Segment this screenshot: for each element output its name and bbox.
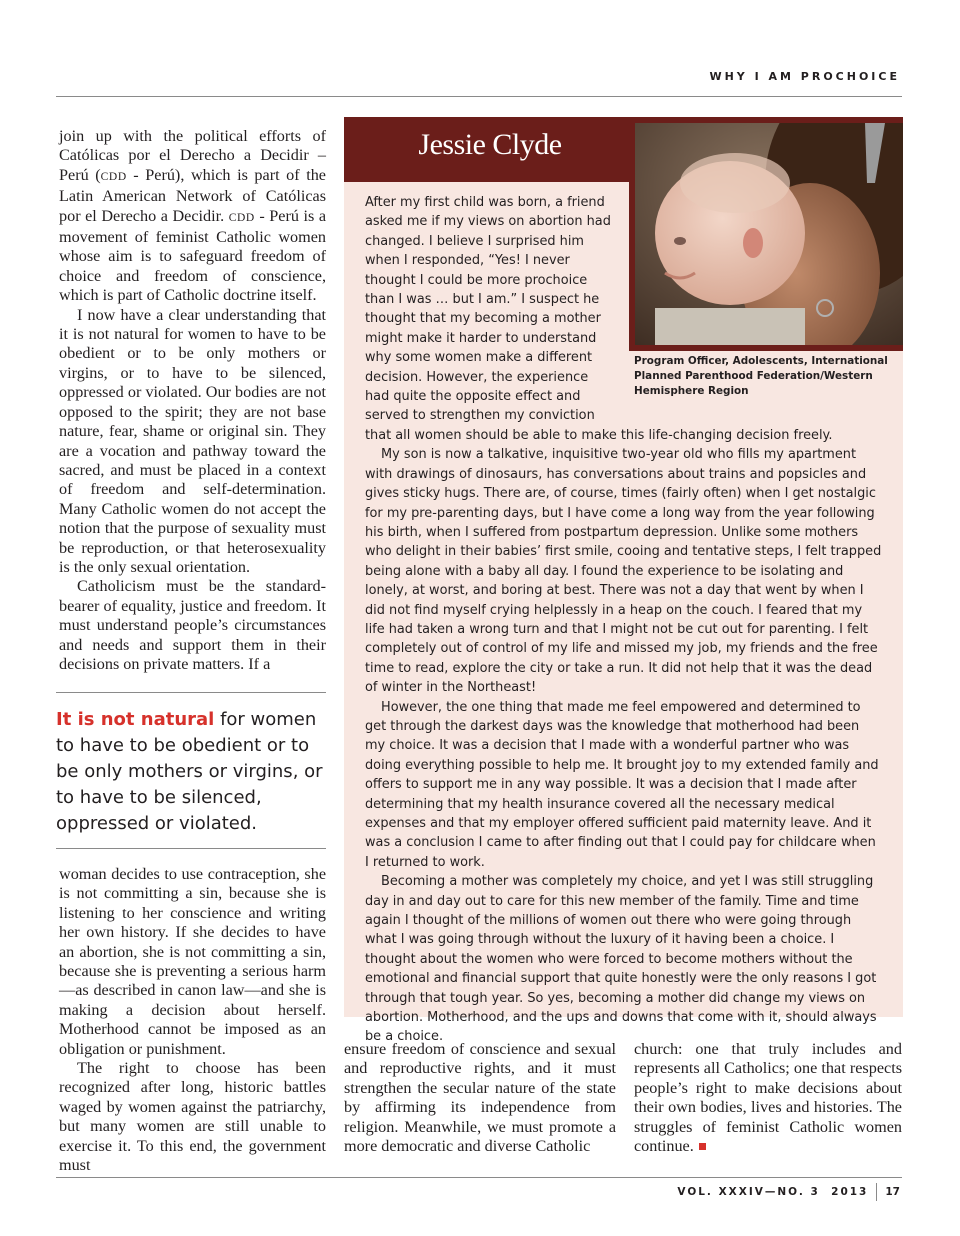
- photo-caption: Program Officer, Adolescents, International Planned Parenthood Federation/Western Hemisphere Region: [634, 355, 888, 397]
- article-column-1-top: [59, 127, 326, 674]
- article-paragraph: woman decides to use contraception, she is not committing a sin, because she is listening to her conscience and writing her own history. If she decides to have an abortion, she is not committing a sin, because she is preventing a serious harm—as described in canon law—and she is making a decision about herself. Motherhood cannot be imposed as an obligation or punishment.: [59, 865, 326, 1058]
- article-paragraph: ensure freedom of conscience and sexual and reproductive rights, and it must strengthen the secular nature of the state by affirming its independence from religion. Meanwhile, we must promote a more democratic and diverse Catholic: [344, 1040, 616, 1156]
- pullquote-rule: [56, 848, 326, 849]
- pullquote-rule: [56, 692, 326, 693]
- article-paragraph: The right to choose has been recognized after long, historic battles waged by women against the patriarchy, but many women are still unable to exercise it. To this end, the government must: [59, 1059, 326, 1175]
- article-paragraph: join up with the political efforts of Católicas por el Derecho a Decidir – Perú (CDD - Perú), which is part of the Latin American Network of Católicas por el Derecho a Decidir. CDD - Perú is a movement of feminist Catholic women whose aim is to safeguard freedom of choice and freedom of conscience, which is part of Catholic doctrine itself.: [59, 127, 326, 305]
- article-paragraph: church: one that truly includes and represents all Catholics; one that respects people’s right to make decisions about their own bodies, lives and histories. The struggles of feminist Catholic women continue.: [634, 1040, 902, 1156]
- sidebar-paragraph: My son is now a talkative, inquisitive two-year old who fills my apartment with drawings of dinosaurs, has conversations about trains and popsicles and gives sticky hugs. There are, of course, times (fairly often) when I get nostalgic for my pre-parenting days, but I have come a long way from the year following his birth, when I suffered from postpartum depression. Unlike some mothers who delight in their babies’ first smile, cooing and tentative steps, I felt trapped being alone with a baby all day. I found the experience to be isolating and lonely, at worst, and boring at best. There was not a day that went by when I did not find myself crying helplessly in a heap on the couch. I feared that my life had taken a wrong turn and that I might not be cut out for parenting. I felt completely out of control of my life and missed my job, my friends and the free time to read, explore the city or take a run. It did not help that it was the dead of winter in the Northeast!: [365, 447, 882, 696]
- profile-name: Jessie Clyde: [418, 128, 562, 161]
- article-column-2: [344, 1040, 616, 1156]
- sidebar-paragraph: However, the one thing that made me feel empowered and determined to get through the darkest days was the knowledge that motherhood had been my choice. It was a decision that I made with a wonderful partner who was doing everything possible to help me. It brought joy to my extended family and offers to support me in any way possible. It was a decision that I made after determining that my health insurance covered all the necessary medical expenses and that my employer offered sufficient paid maternity leave. And it was a conclusion I came to after finding out that I could pay for childcare when I returned to work.: [365, 699, 879, 870]
- article-column-3: [634, 1040, 902, 1156]
- folio-divider: [876, 1183, 877, 1201]
- top-rule: [56, 96, 902, 97]
- pull-quote-accent: It is not natural: [56, 709, 215, 730]
- pull-quote-text: for women to have to be obedient or to be only mothers or virgins, or to have to be silenced, oppressed or violated.: [56, 709, 323, 834]
- pull-quote: [56, 707, 328, 837]
- folio: [677, 1183, 900, 1201]
- sidebar-paragraph: Becoming a mother was completely my choice, and yet I was still struggling day in and day out to care for this new member of the family. Time and time again I thought of the millions of women out there who were going through what I was going through without the luxury of it having been a choice. I thought about the women who were forced to become mothers without the emotional and financial support that quite honestly were the only reasons I got through that tough year. So yes, becoming a mother did change my views on abortion. Motherhood, and the ups and downs that come with it, should always be a choice.: [365, 874, 877, 1045]
- volume-info: VOL. XXXIV—NO. 3 2013: [677, 1186, 869, 1198]
- bottom-rule: [56, 1177, 902, 1178]
- article-paragraph: Catholicism must be the standard-bearer of equality, justice and freedom. It must understand people’s circumstances and needs and support them in their decisions on private matters. If a: [59, 577, 326, 673]
- page-number: 17: [885, 1186, 900, 1198]
- profile-sidebar-body: [365, 193, 882, 1047]
- article-paragraph: I now have a clear understanding that it is not natural for women to have to be obedient or to be only mothers or virgins, or to have to be silenced, oppressed or violated. Our bodies are not opposed to the spirit; they are not base nature, fear, shame or original sin. They are a vocation and pathway toward the sacred, and must be placed in a context of freedom and self-determination. Many Catholic women do not accept the notion that the purpose of sexuality must be reproduction, or that heterosexuality is the only sexual orientation.: [59, 305, 326, 576]
- photo-spacer: [612, 193, 882, 421]
- article-column-1-bottom: [59, 865, 326, 1176]
- end-mark-icon: [699, 1143, 706, 1150]
- running-head: WHY I AM PROCHOICE: [709, 70, 900, 83]
- sidebar-paragraph: After my first child was born, a friend asked me if my views on abortion had changed. I believe I surprised him when I responded, “Yes! I never thought I could be more prochoice than I was … but I am.” I suspect he thought that my becoming a mother might make it harder to understand why some women make a different decision. However, the experience had quite the opposite effect and served to strengthen my conviction that all women should be able to make this life-changing decision freely.: [365, 195, 833, 443]
